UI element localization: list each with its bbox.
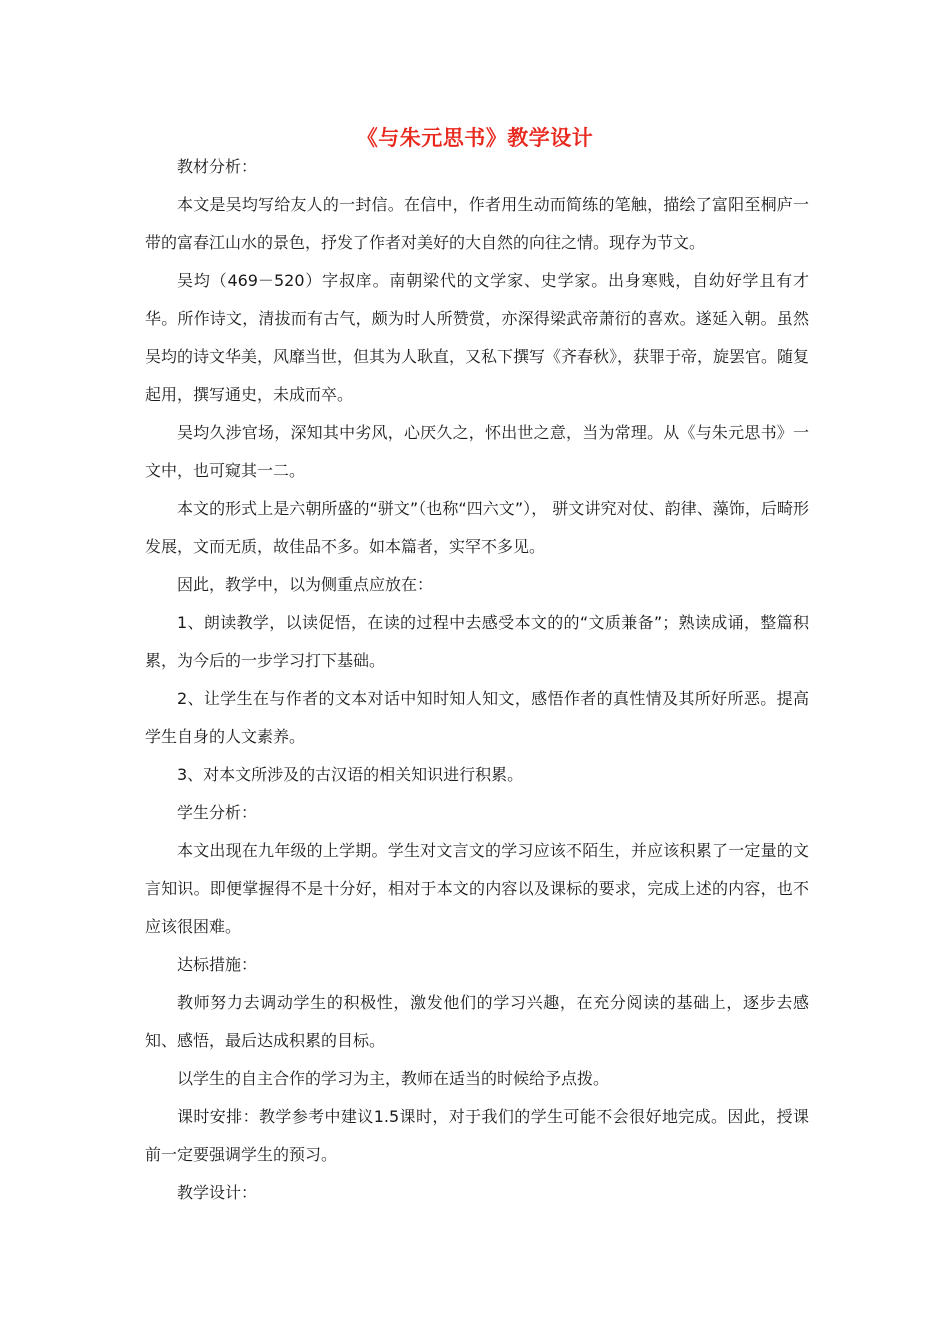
paragraph-teaching-focus: 因此，教学中，以为侧重点应放在： xyxy=(177,575,434,594)
document-title: 《与朱元思书》教学设计 xyxy=(356,126,594,150)
list-item-focus-2: 2、让学生在与作者的文本对话中知时知人知文，感悟作者的真性情及其所好所恶。提高学生自身的人文素养。 xyxy=(145,689,809,746)
heading-textbook-analysis: 教材分析： xyxy=(177,157,258,176)
heading-measures: 达标措施： xyxy=(177,955,258,974)
heading-teaching-design: 教学设计： xyxy=(177,1183,258,1202)
paragraph-author-bio: 吴均（469－520）字叔庠。南朝梁代的文学家、史学家。出身寒贱，自幼好学且有才华。所作诗文，清拔而有古气，颇为时人所赞赏，亦深得梁武帝萧衍的喜欢。遂延入朝。虽然吴均的诗文华美，风靡当世，但其为人耿直，又私下撰写《齐春秋》，获罪于帝，旋罢官。随复起用，撰写通史，未成而卒。 xyxy=(145,271,810,404)
paragraph-student-analysis: 本文出现在九年级的上学期。学生对文言文的学习应该不陌生，并应该积累了一定量的文言知识。即便掌握得不是十分好，相对于本文的内容以及课标的要求，完成上述的内容，也不应该很困难。 xyxy=(145,841,809,936)
paragraph-pianwen: 本文的形式上是六朝所盛的“骈文”（也称“四六文”）， 骈文讲究对仗、韵律、藻饰，后畸形发展，文而无质，故佳品不多。如本篇者，实罕不多见。 xyxy=(145,499,809,556)
paragraph-intro: 本文是吴均写给友人的一封信。在信中，作者用生动而简练的笔触，描绘了富阳至桐庐一带的富春江山水的景色，抒发了作者对美好的大自然的向往之情。现存为节文。 xyxy=(145,195,809,252)
document-body xyxy=(145,148,809,1212)
paragraph-measures-1: 教师努力去调动学生的积极性，激发他们的学习兴趣，在充分阅读的基础上，逐步去感知、感悟，最后达成积累的目标。 xyxy=(145,993,809,1050)
paragraph-schedule: 课时安排：教学参考中建议1.5课时，对于我们的学生可能不会很好地完成。因此，授课前一定要强调学生的预习。 xyxy=(145,1107,809,1164)
list-item-focus-1: 1、朗读教学，以读促悟，在读的过程中去感受本文的的“文质兼备”；熟读成诵，整篇积累，为今后的一步学习打下基础。 xyxy=(145,613,809,670)
list-item-focus-3: 3、对本文所涉及的古汉语的相关知识进行积累。 xyxy=(177,765,524,784)
paragraph-author-career: 吴均久涉官场，深知其中劣风，心厌久之，怀出世之意，当为常理。从《与朱元思书》一文中，也可窥其一二。 xyxy=(145,423,809,480)
paragraph-measures-2: 以学生的自主合作的学习为主，教师在适当的时候给予点拨。 xyxy=(177,1069,610,1088)
heading-student-analysis: 学生分析： xyxy=(177,803,258,822)
